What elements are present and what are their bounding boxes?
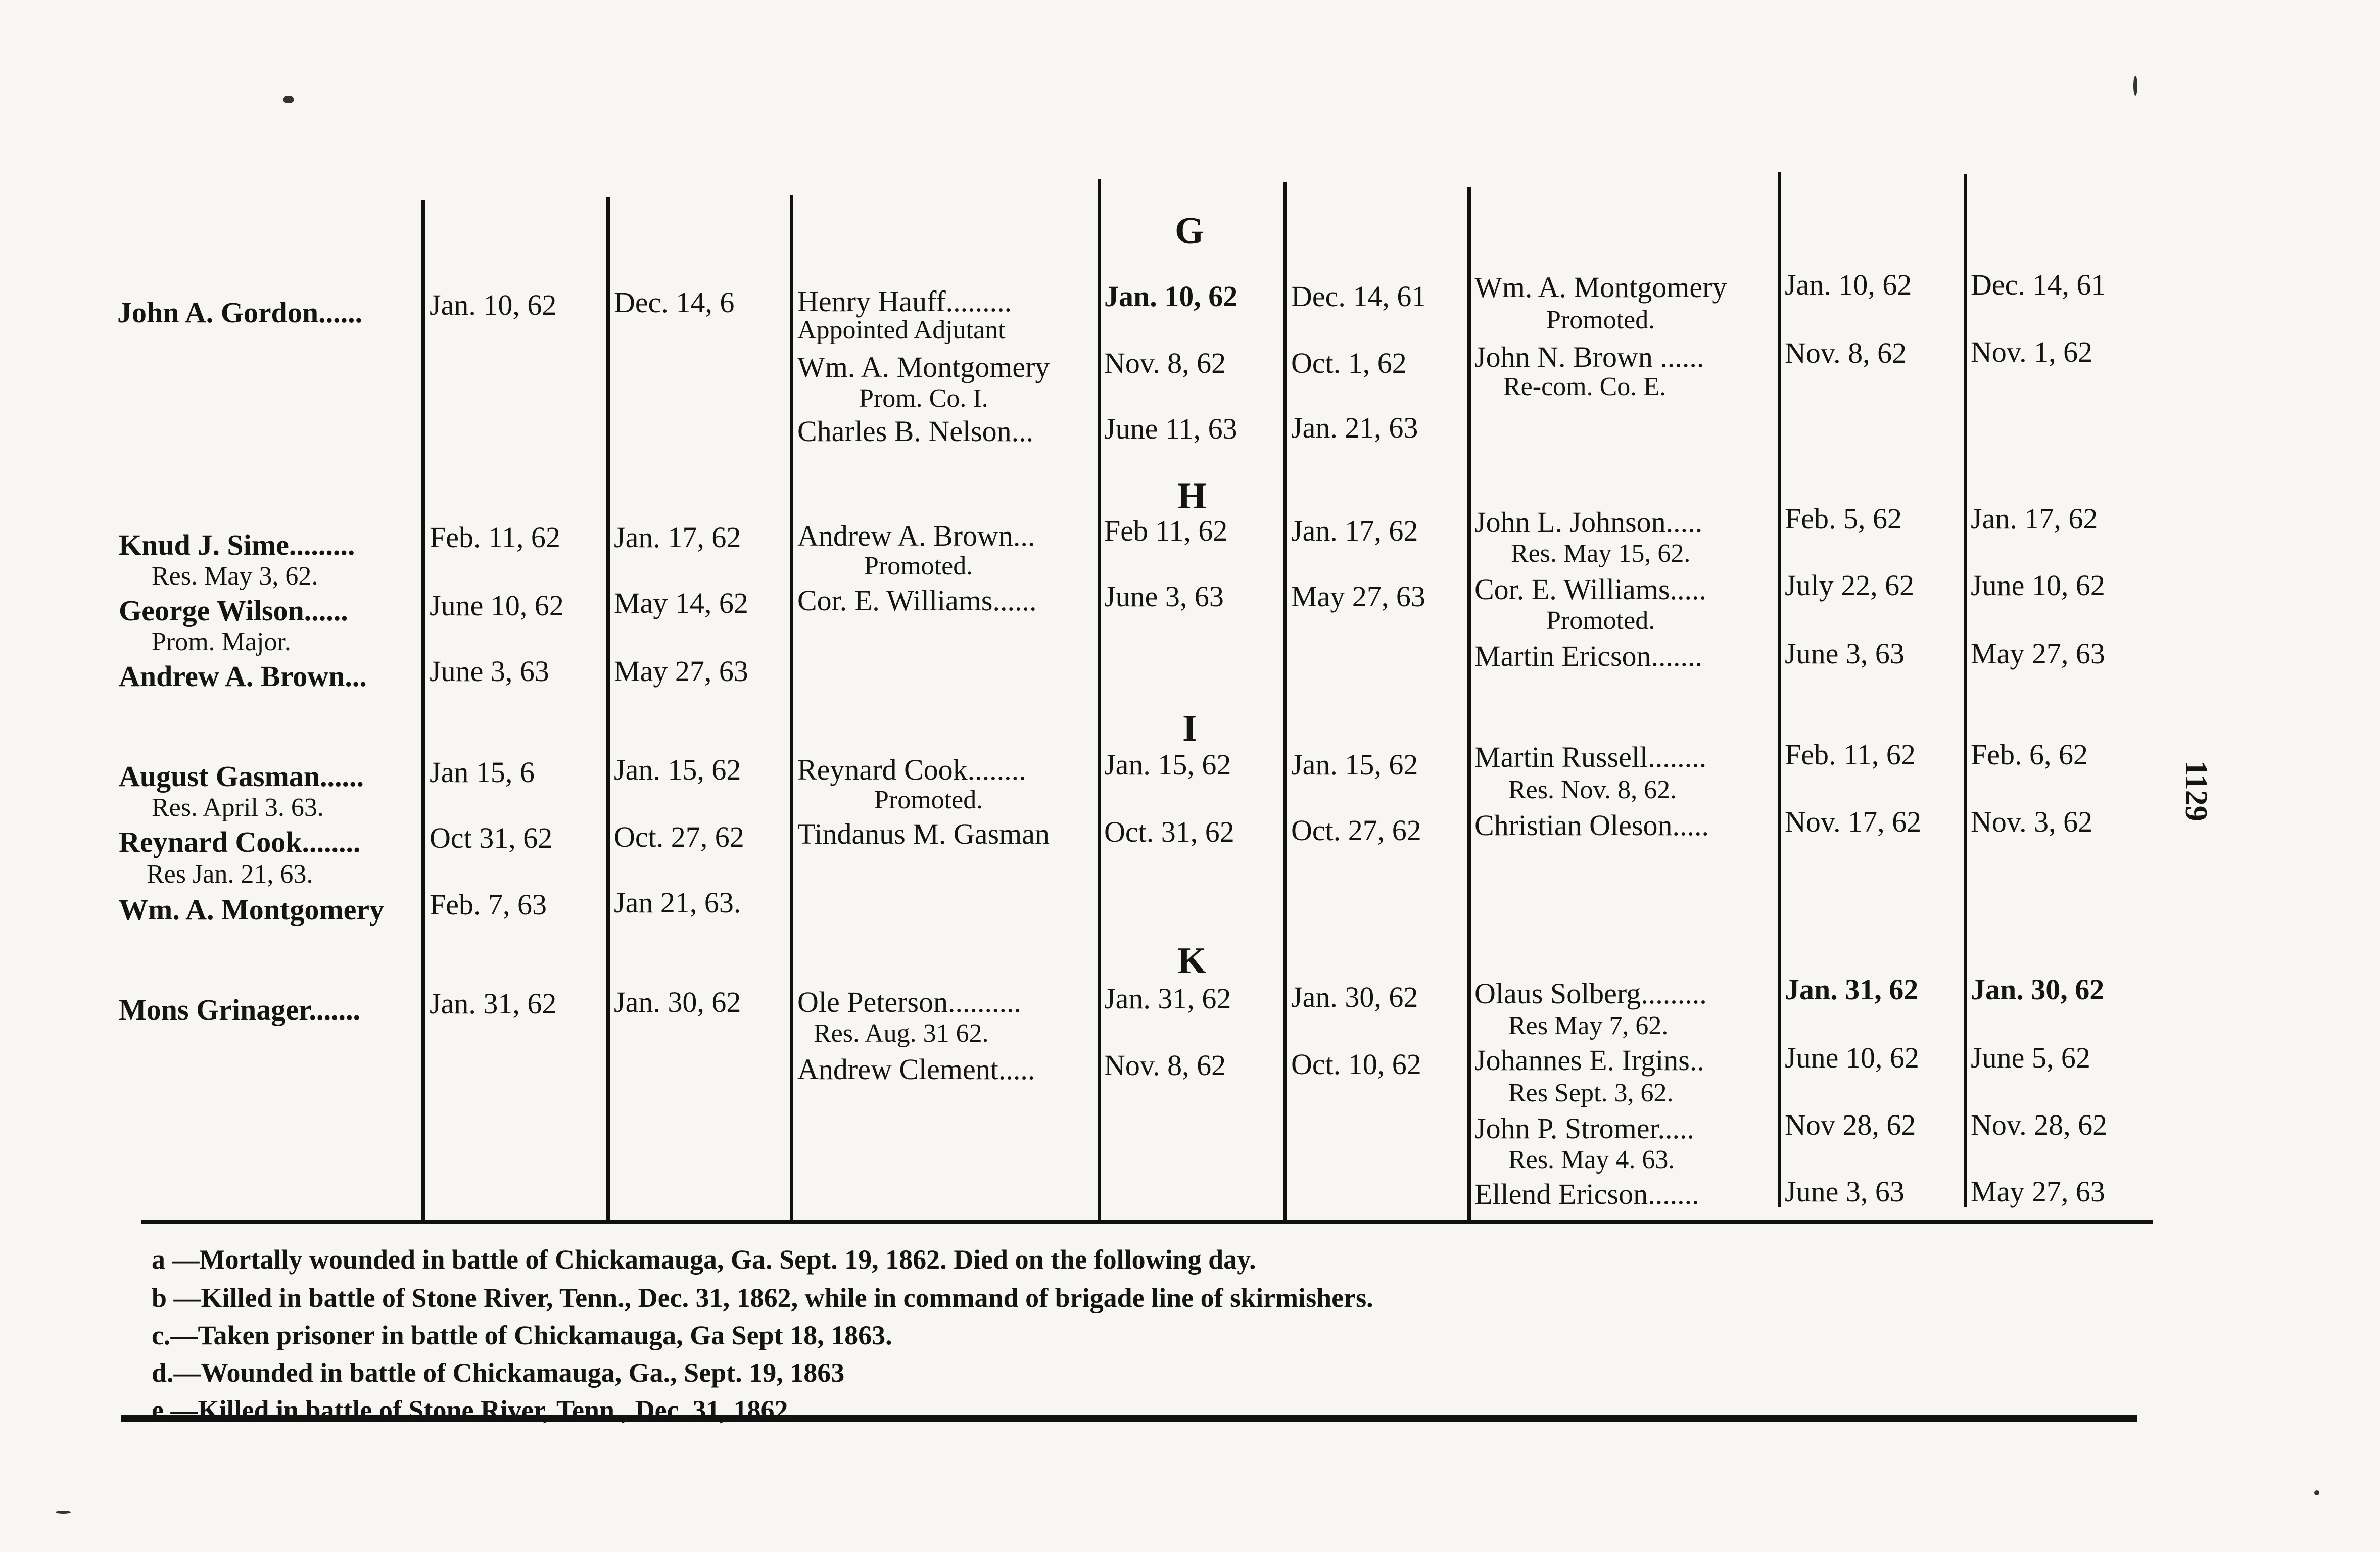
column-rule — [606, 197, 610, 1220]
footnote-c: c.—Taken prisoner in battle of Chickamauga, Ga Sept 18, 1863. — [152, 1320, 892, 1350]
officer-name: Ellend Ericson....... — [1474, 1178, 1699, 1210]
table-bottom-rule — [141, 1220, 2153, 1224]
rank-date: Jan. 17, 62 — [614, 521, 741, 554]
officer-name: Johannes E. Irgins.. — [1474, 1044, 1704, 1077]
rank-date: Jan. 17, 62 — [1291, 514, 1418, 547]
section-letter-k: K — [1177, 940, 1207, 982]
rank-date: Oct. 1, 62 — [1291, 347, 1407, 379]
rank-date: May 27, 63 — [1971, 1175, 2105, 1208]
rank-date: May 27, 63 — [614, 655, 748, 688]
commission-date: June 3, 63 — [1104, 580, 1224, 613]
rank-date: June 5, 62 — [1971, 1041, 2090, 1074]
rank-date: May 14, 62 — [614, 587, 748, 619]
rank-date: Oct. 27, 62 — [614, 820, 744, 853]
rank-date: Jan. 30, 62 — [1971, 973, 2105, 1006]
officer-note: Prom. Major. — [152, 627, 291, 656]
rank-date: Jan. 15, 62 — [1291, 748, 1418, 781]
rank-date: Nov. 1, 62 — [1971, 335, 2093, 368]
officer-name: Knud J. Sime......... — [119, 528, 355, 561]
rank-date: Jan. 30, 62 — [1291, 981, 1418, 1013]
commission-date: Nov. 8, 62 — [1104, 1049, 1226, 1082]
commission-date: Feb 11, 62 — [1104, 514, 1228, 547]
officer-name: Wm. A. Montgomery — [119, 893, 385, 926]
rank-date: Jan. 17, 62 — [1971, 502, 2098, 535]
commission-date: Nov 28, 62 — [1785, 1108, 1916, 1141]
rank-date: Jan. 21, 63 — [1291, 411, 1418, 444]
rank-date: Oct. 10, 62 — [1291, 1048, 1421, 1081]
officer-note: Promoted. — [864, 552, 973, 580]
commission-date: Jan. 10, 62 — [430, 288, 557, 321]
officer-name: Olaus Solberg......... — [1474, 977, 1707, 1010]
rank-date: Nov. 28, 62 — [1971, 1108, 2108, 1141]
commission-date: Jan. 15, 62 — [1104, 748, 1231, 781]
officer-name: Christian Oleson..... — [1474, 809, 1709, 842]
scan-speck — [56, 1511, 71, 1514]
section-letter-h: H — [1177, 475, 1207, 517]
rank-date: Dec. 14, 6 — [614, 286, 735, 319]
column-rule — [1964, 174, 1967, 1207]
officer-name: Andrew A. Brown... — [119, 660, 367, 693]
commission-date: June 3, 63 — [1785, 1175, 1905, 1208]
officer-name: Tindanus M. Gasman — [797, 817, 1050, 850]
section-letter-g: G — [1175, 210, 1204, 252]
officer-name: John P. Stromer..... — [1474, 1112, 1695, 1145]
commission-date: Nov. 8, 62 — [1785, 336, 1907, 369]
officer-note: Res Jan. 21, 63. — [147, 860, 313, 889]
commission-date: Jan. 31, 62 — [1104, 982, 1231, 1015]
officer-name: Ole Peterson.......... — [797, 986, 1021, 1019]
officer-note: Re-com. Co. E. — [1503, 372, 1667, 401]
officer-note: Promoted. — [1546, 306, 1655, 334]
officer-note: Res Sept. 3, 62. — [1508, 1079, 1674, 1107]
officer-note: Res. Nov. 8, 62. — [1508, 775, 1677, 804]
commission-date: June 10, 62 — [430, 589, 564, 622]
officer-note: Res. Aug. 31 62. — [814, 1019, 989, 1048]
commission-date: June 3, 63 — [430, 655, 549, 688]
commission-date: Jan. 10, 62 — [1785, 268, 1912, 301]
officer-name: Wm. A. Montgomery — [797, 351, 1050, 383]
commission-date: June 10, 62 — [1785, 1041, 1919, 1074]
commission-date: Jan. 31, 62 — [1785, 973, 1919, 1006]
rank-date: Dec. 14, 61 — [1291, 280, 1426, 313]
column-rule — [421, 200, 425, 1220]
rank-date: Nov. 3, 62 — [1971, 805, 2093, 838]
rank-date: May 27, 63 — [1971, 637, 2105, 670]
officer-name: John N. Brown ...... — [1474, 341, 1704, 373]
commission-date: Nov. 8, 62 — [1104, 347, 1226, 379]
officer-name: Cor. E. Williams..... — [1474, 573, 1706, 606]
officer-name: Cor. E. Williams...... — [797, 584, 1037, 617]
footnote-d: d.—Wounded in battle of Chickamauga, Ga., Sept. 19, 1863 — [152, 1357, 845, 1388]
column-rule — [790, 195, 793, 1220]
officer-name: Henry Hauff......... — [797, 285, 1012, 318]
officer-note: Appointed Adjutant — [797, 316, 1006, 345]
column-rule — [1467, 187, 1471, 1220]
officer-name: George Wilson...... — [119, 594, 348, 627]
commission-date: Feb. 7, 63 — [430, 888, 547, 921]
officer-note: Res. May 3, 62. — [152, 562, 318, 591]
footnote-a: a —Mortally wounded in battle of Chickamauga, Ga. Sept. 19, 1862. Died on the following day. — [152, 1244, 1256, 1275]
footnote-b: b —Killed in battle of Stone River, Tenn., Dec. 31, 1862, while in command of brigade line of skirmishers. — [152, 1283, 1373, 1313]
officer-name: Andrew Clement..... — [797, 1053, 1035, 1086]
officer-name: Wm. A. Montgomery — [1474, 271, 1727, 304]
commission-date: Jan 15, 6 — [430, 756, 535, 789]
officer-note: Res. April 3. 63. — [152, 793, 324, 822]
column-rule — [1098, 179, 1101, 1220]
column-rule — [1778, 172, 1781, 1207]
officer-name: Reynard Cook........ — [119, 826, 361, 858]
page-number: 1129 — [2178, 760, 2213, 821]
rank-date: Dec. 14, 61 — [1971, 268, 2106, 301]
officer-name: Charles B. Nelson... — [797, 415, 1034, 448]
officer-name: August Gasman...... — [119, 760, 364, 793]
rank-date: May 27, 63 — [1291, 580, 1425, 613]
commission-date: June 11, 63 — [1104, 412, 1237, 445]
rank-date: Jan. 30, 62 — [614, 986, 741, 1019]
rank-date: Oct. 27, 62 — [1291, 814, 1421, 847]
commission-date: July 22, 62 — [1785, 569, 1915, 602]
commission-date: Nov. 17, 62 — [1785, 805, 1922, 838]
section-letter-i: I — [1182, 708, 1197, 749]
officer-name: Reynard Cook........ — [797, 753, 1026, 786]
officer-name: Andrew A. Brown... — [797, 519, 1035, 552]
commission-date: Oct. 31, 62 — [1104, 815, 1234, 848]
scan-speck — [2314, 1490, 2319, 1495]
commission-date: Jan. 10, 62 — [1104, 280, 1238, 313]
officer-name: Mons Grinager....... — [119, 993, 360, 1026]
scan-speck — [283, 96, 294, 103]
scan-speck — [2133, 76, 2137, 96]
commission-date: Jan. 31, 62 — [430, 987, 557, 1020]
commission-date: Feb. 5, 62 — [1785, 502, 1902, 535]
officer-note: Res. May 15, 62. — [1511, 539, 1691, 568]
commission-date: Feb. 11, 62 — [1785, 738, 1916, 771]
officer-name: Martin Russell........ — [1474, 741, 1707, 773]
officer-name: John L. Johnson..... — [1474, 506, 1703, 539]
footnote-e: e.—Killed in battle of Stone River, Tenn., Dec. 31, 1862. — [152, 1395, 795, 1425]
officer-note: Promoted. — [1546, 606, 1655, 635]
rank-date: Jan 21, 63. — [614, 886, 741, 919]
officer-note: Res. May 4. 63. — [1508, 1145, 1675, 1174]
rank-date: Feb. 6, 62 — [1971, 738, 2088, 771]
rank-date: June 10, 62 — [1971, 569, 2105, 602]
officer-name: John A. Gordon...... — [117, 296, 363, 329]
commission-date: Oct 31, 62 — [430, 821, 553, 854]
rank-date: Jan. 15, 62 — [614, 753, 741, 786]
officer-note: Res May 7, 62. — [1508, 1011, 1669, 1040]
column-rule — [1283, 182, 1287, 1220]
commission-date: Feb. 11, 62 — [430, 521, 560, 554]
officer-note: Promoted. — [874, 786, 983, 814]
commission-date: June 3, 63 — [1785, 637, 1905, 670]
officer-name: Martin Ericson....... — [1474, 640, 1703, 672]
officer-note: Prom. Co. I. — [859, 384, 988, 413]
